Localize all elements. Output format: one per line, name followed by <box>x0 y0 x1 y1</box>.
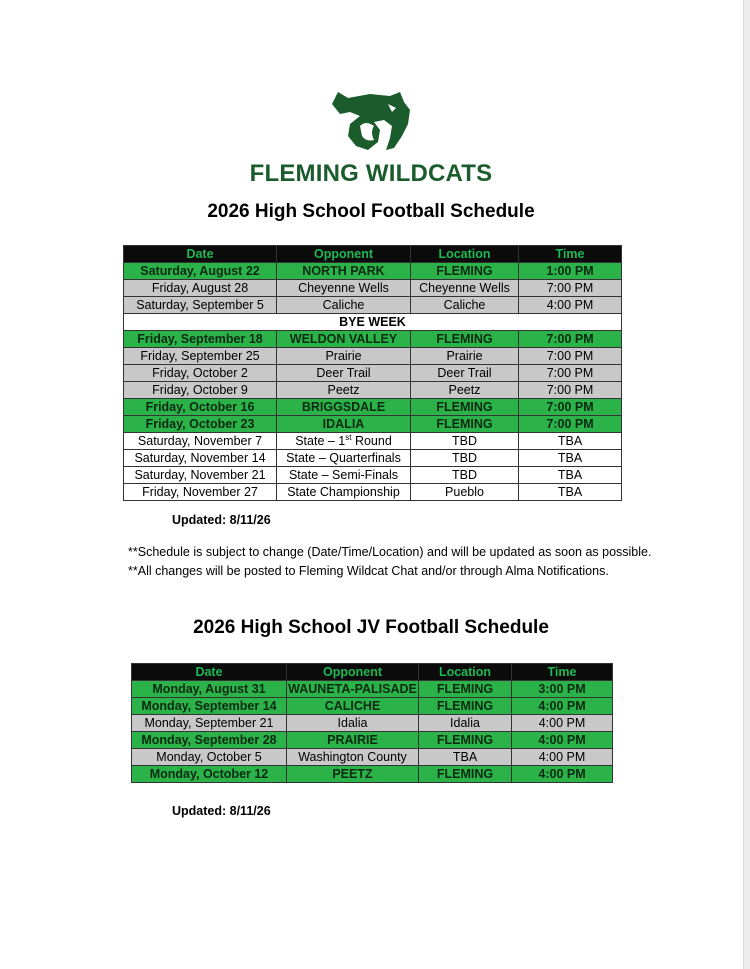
cell-time: 4:00 PM <box>512 749 613 766</box>
cell-opponent: Peetz <box>277 382 411 399</box>
table-row <box>124 399 622 416</box>
cell-opponent: Deer Trail <box>277 365 411 382</box>
cell-time: 1:00 PM <box>519 263 622 280</box>
table-row <box>124 314 622 331</box>
cell-location: TBD <box>411 467 519 484</box>
column-header-opponent: Opponent <box>287 664 419 681</box>
page-edge <box>743 0 750 969</box>
cell-time: 7:00 PM <box>519 399 622 416</box>
cell-opponent: PRAIRIE <box>287 732 419 749</box>
cell-opponent: BRIGGSDALE <box>277 399 411 416</box>
cell-location: Peetz <box>411 382 519 399</box>
column-header-opponent: Opponent <box>277 246 411 263</box>
cell-date: Friday, August 28 <box>124 280 277 297</box>
column-header-time: Time <box>512 664 613 681</box>
cell-opponent: WELDON VALLEY <box>277 331 411 348</box>
table-row <box>124 280 622 297</box>
cell-opponent: Idalia <box>287 715 419 732</box>
table-row <box>124 331 622 348</box>
cell-date: Monday, October 12 <box>132 766 287 783</box>
schedule-change-note: **Schedule is subject to change (Date/Time/Location) and will be updated as soon as possible. <box>128 545 652 559</box>
cell-date: Friday, October 23 <box>124 416 277 433</box>
cell-location: Prairie <box>411 348 519 365</box>
cell-date: Friday, November 27 <box>124 484 277 501</box>
table-row <box>124 365 622 382</box>
varsity-schedule-table <box>123 245 622 501</box>
cell-location: Caliche <box>411 297 519 314</box>
cell-opponent: IDALIA <box>277 416 411 433</box>
jv-schedule-table <box>131 663 613 783</box>
table-row <box>124 263 622 280</box>
jv-updated-date: Updated: 8/11/26 <box>172 804 271 818</box>
cell-date: Friday, September 25 <box>124 348 277 365</box>
cell-opponent: CALICHE <box>287 698 419 715</box>
varsity-updated-date: Updated: 8/11/26 <box>172 513 271 527</box>
cell-location: FLEMING <box>411 263 519 280</box>
cell-date: Monday, September 28 <box>132 732 287 749</box>
cell-opponent: Washington County <box>287 749 419 766</box>
cell-location: TBA <box>419 749 512 766</box>
cell-time: 3:00 PM <box>512 681 613 698</box>
table-row <box>132 698 613 715</box>
cell-location: FLEMING <box>419 698 512 715</box>
cell-location: FLEMING <box>419 732 512 749</box>
table-row <box>124 382 622 399</box>
table-row <box>124 484 622 501</box>
cell-opponent: State – Quarterfinals <box>277 450 411 467</box>
wildcat-logo <box>330 90 412 152</box>
cell-date: Saturday, November 14 <box>124 450 277 467</box>
cell-location: FLEMING <box>419 681 512 698</box>
cell-time: TBA <box>519 467 622 484</box>
table-row <box>124 450 622 467</box>
cell-opponent: Cheyenne Wells <box>277 280 411 297</box>
table-row <box>124 297 622 314</box>
cell-location: TBD <box>411 450 519 467</box>
cell-date: Friday, September 18 <box>124 331 277 348</box>
table-header-row <box>132 664 613 681</box>
cell-date: Monday, August 31 <box>132 681 287 698</box>
cell-time: 4:00 PM <box>512 698 613 715</box>
column-header-date: Date <box>124 246 277 263</box>
cell-time: 7:00 PM <box>519 331 622 348</box>
column-header-location: Location <box>419 664 512 681</box>
cell-location: Cheyenne Wells <box>411 280 519 297</box>
table-header-row <box>124 246 622 263</box>
cell-date: Saturday, August 22 <box>124 263 277 280</box>
cell-opponent: State Championship <box>277 484 411 501</box>
cell-date: Friday, October 16 <box>124 399 277 416</box>
table-row <box>124 433 622 450</box>
cell-time: 7:00 PM <box>519 280 622 297</box>
cell-date: Saturday, September 5 <box>124 297 277 314</box>
table-row <box>132 681 613 698</box>
column-header-location: Location <box>411 246 519 263</box>
cell-opponent: State – Semi-Finals <box>277 467 411 484</box>
cell-time: 7:00 PM <box>519 382 622 399</box>
cell-opponent: NORTH PARK <box>277 263 411 280</box>
cell-opponent: State – 1st Round <box>277 433 411 450</box>
cell-location: FLEMING <box>411 399 519 416</box>
cell-date: Monday, September 21 <box>132 715 287 732</box>
cell-date: Saturday, November 7 <box>124 433 277 450</box>
cell-date: Friday, October 2 <box>124 365 277 382</box>
cell-location: FLEMING <box>411 331 519 348</box>
notifications-note: **All changes will be posted to Fleming Wildcat Chat and/or through Alma Notifications. <box>128 564 609 578</box>
cell-date: Monday, October 5 <box>132 749 287 766</box>
cell-location: FLEMING <box>419 766 512 783</box>
column-header-date: Date <box>132 664 287 681</box>
cell-opponent: WAUNETA-PALISADE <box>288 682 417 696</box>
cell-opponent: PEETZ <box>287 766 419 783</box>
cell-date: Friday, October 9 <box>124 382 277 399</box>
table-row <box>132 766 613 783</box>
table-row <box>124 416 622 433</box>
cell-time: 7:00 PM <box>519 416 622 433</box>
column-header-time: Time <box>519 246 622 263</box>
cell-time: TBA <box>519 484 622 501</box>
cell-time: 7:00 PM <box>519 348 622 365</box>
table-row <box>132 749 613 766</box>
cell-time: 4:00 PM <box>519 297 622 314</box>
cell-date: Monday, September 14 <box>132 698 287 715</box>
table-row <box>132 732 613 749</box>
school-name: FLEMING WILDCATS <box>249 160 493 187</box>
cell-location: Idalia <box>419 715 512 732</box>
cell-time: TBA <box>519 433 622 450</box>
jv-title: 2026 High School JV Football Schedule <box>193 617 549 638</box>
table-row <box>124 348 622 365</box>
bye-week-cell: BYE WEEK <box>124 314 622 331</box>
varsity-title: 2026 High School Football Schedule <box>207 201 535 222</box>
cell-location: FLEMING <box>411 416 519 433</box>
cell-date: Saturday, November 21 <box>124 467 277 484</box>
table-row <box>132 715 613 732</box>
cell-time: TBA <box>519 450 622 467</box>
cell-location: Deer Trail <box>411 365 519 382</box>
cell-opponent: Caliche <box>277 297 411 314</box>
cell-location: TBD <box>411 433 519 450</box>
cell-location: Pueblo <box>411 484 519 501</box>
cell-time: 4:00 PM <box>512 766 613 783</box>
table-row <box>124 467 622 484</box>
cell-time: 7:00 PM <box>519 365 622 382</box>
cell-opponent: Prairie <box>277 348 411 365</box>
cell-time: 4:00 PM <box>512 715 613 732</box>
cell-time: 4:00 PM <box>512 732 613 749</box>
